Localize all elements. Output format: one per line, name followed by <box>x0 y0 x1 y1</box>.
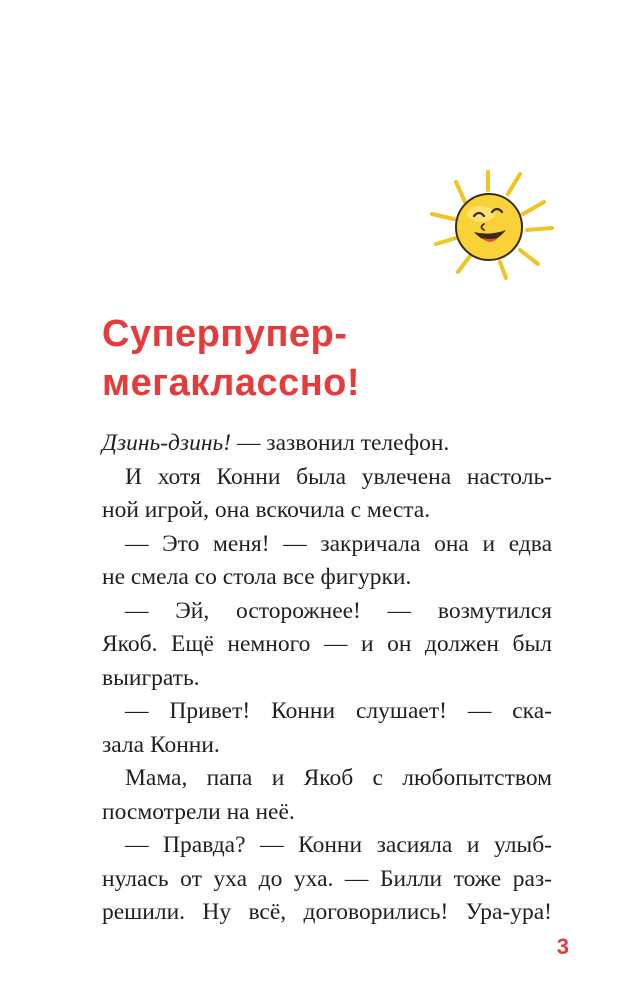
smiling-sun-icon <box>426 164 556 284</box>
text-line-1 <box>102 427 552 461</box>
chapter-title-line-2: мегаклассно! <box>102 362 361 404</box>
text-line-8: выиграть. <box>102 664 200 691</box>
text-line-12: посмотрели на неё. <box>102 798 295 825</box>
text-line-13: — Правда? — Конни засияла и улыб- <box>125 832 552 858</box>
text-line-1-italic: Дзинь-дзинь! <box>102 430 232 456</box>
sun-illustration <box>426 164 556 284</box>
text-line-9: — Привет! Конни слушает! — ска- <box>125 698 552 724</box>
text-line-2: И хотя Конни была увлечена настоль- <box>125 463 552 490</box>
text-line-1-rest: — зазвонил телефон. <box>231 430 450 456</box>
story-text <box>102 427 552 930</box>
text-line-10: зала Конни. <box>102 731 220 758</box>
page-number: 3 <box>556 934 569 959</box>
text-line-7: Якоб. Ещё немного — и он должен был <box>102 631 552 657</box>
text-line-11: Мама, папа и Якоб с любопытством <box>125 765 552 791</box>
text-line-14: нулась от уха до уха. — Билли тоже раз- <box>102 865 552 892</box>
chapter-title-line-1: Суперпупер- <box>102 313 348 355</box>
text-line-15: решили. Ну всё, договорились! Ура-ура! <box>102 899 552 925</box>
text-line-5: не смела со стола все фигурки. <box>102 564 412 590</box>
text-line-3: ной игрой, она вскочила с места. <box>102 497 431 523</box>
text-line-4: — Это меня! — закричала она и едва <box>125 530 552 557</box>
text-line-6: — Эй, осторожнее! — возмутился <box>125 597 552 624</box>
chapter-title <box>102 310 522 408</box>
